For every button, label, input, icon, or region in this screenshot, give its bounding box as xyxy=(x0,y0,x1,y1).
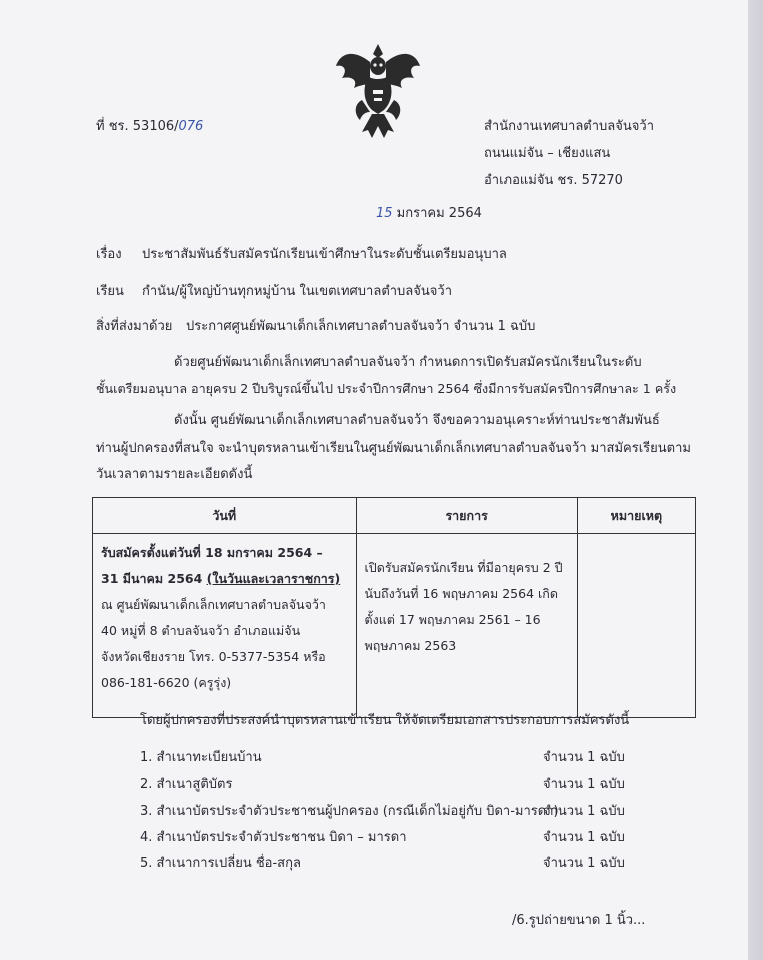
document-quantity: จำนวน 1 ฉบับ xyxy=(543,856,625,871)
item-cell-line-4: พฤษภาคม 2563 xyxy=(364,638,457,653)
subject-text: ประชาสัมพันธ์รับสมัครนักเรียนเข้าศึกษาในระดับชั้นเตรียมอนุบาล xyxy=(142,247,507,262)
document-quantity: จำนวน 1 ฉบับ xyxy=(543,750,625,765)
date-cell-office-hours: (ในวันและเวลาราชการ) xyxy=(206,571,341,586)
document-item xyxy=(140,852,640,870)
document-quantity: จำนวน 1 ฉบับ xyxy=(543,830,625,845)
paragraph-2-line-3: วันเวลาตามรายละเอียดดังนี้ xyxy=(96,467,253,482)
document-label: 5. สำเนาการเปลี่ยน ชื่อ-สกุล xyxy=(140,856,301,871)
document-label: 1. สำเนาทะเบียนบ้าน xyxy=(140,750,262,765)
documents-intro: โดยผู้ปกครองที่ประสงค์นำบุตรหลานเข้าเรียน ให้จัดเตรียมเอกสารประกอบการสมัครดังนี้ xyxy=(140,713,630,728)
document-label: 3. สำเนาบัตรประจำตัวประชาชนผู้ปกครอง (กรณีเด็กไม่อยู่กับ บิดา-มารดา) xyxy=(140,804,559,819)
item-cell-line-2: นับถึงวันที่ 16 พฤษภาคม 2564 เกิด xyxy=(364,586,558,601)
date-cell-end-date: 31 มีนาคม 2564 xyxy=(101,571,207,586)
page-edge-shadow xyxy=(748,0,763,960)
schedule-header-row xyxy=(93,498,696,534)
to-text: กำนัน/ผู้ใหญ่บ้านทุกหมู่บ้าน ในเขตเทศบาลตำบลจันจว้า xyxy=(142,284,452,299)
date-cell-line-6: 086-181-6620 (ครูรุ่ง) xyxy=(101,675,232,690)
subject-label: เรื่อง xyxy=(96,247,122,262)
schedule-date-cell xyxy=(93,534,357,718)
reference-handwritten-number: 076 xyxy=(178,119,204,134)
sender-line-1: สำนักงานเทศบาลตำบลจันจว้า xyxy=(484,119,654,134)
document-item xyxy=(140,746,640,764)
schedule-item-cell xyxy=(356,534,577,718)
continued-note: /6.รูปถ่ายขนาด 1 นิ้ว... xyxy=(512,913,646,928)
document-quantity: จำนวน 1 ฉบับ xyxy=(543,777,625,792)
letter-date xyxy=(376,205,482,223)
date-day-handwritten: 15 xyxy=(376,206,393,221)
header-date: วันที่ xyxy=(93,498,357,534)
paragraph-1-line-2: ชั้นเตรียมอนุบาล อายุครบ 2 ปีบริบูรณ์ขึ้นไป ประจำปีการศึกษา 2564 ซึ่งมีการรับสมัครปีการศึกษาละ 1 ครั้ง xyxy=(96,381,677,396)
document-label: 2. สำเนาสูติบัตร xyxy=(140,777,233,792)
date-cell-line-4: 40 หมู่ที่ 8 ตำบลจันจว้า อำเภอแม่จัน xyxy=(101,623,301,638)
date-month-year: มกราคม 2564 xyxy=(392,206,482,221)
paragraph-1-line-1: ด้วยศูนย์พัฒนาเด็กเล็กเทศบาลตำบลจันจว้า กำหนดการเปิดรับสมัครนักเรียนในระดับ xyxy=(174,355,642,370)
date-cell-line-3: ณ ศูนย์พัฒนาเด็กเล็กเทศบาลตำบลจันจว้า xyxy=(101,597,326,612)
header-note: หมายเหตุ xyxy=(577,498,695,534)
enclosure-text: ประกาศศูนย์พัฒนาเด็กเล็กเทศบาลตำบลจันจว้า จำนวน 1 ฉบับ xyxy=(186,319,536,334)
paragraph-2-line-2: ท่านผู้ปกครองที่สนใจ จะนำบุตรหลานเข้าเรียนในศูนย์พัฒนาเด็กเล็กเทศบาลตำบลจันจว้า มาสมัครเรียนตาม xyxy=(96,441,691,456)
document-quantity: จำนวน 1 ฉบับ xyxy=(543,804,625,819)
item-cell-line-3: ตั้งแต่ 17 พฤษภาคม 2561 – 16 xyxy=(364,612,541,627)
header-item: รายการ xyxy=(356,498,577,534)
document-label: 4. สำเนาบัตรประจำตัวประชาชน บิดา – มารดา xyxy=(140,830,407,845)
item-cell-line-1: เปิดรับสมัครนักเรียน ที่มีอายุครบ 2 ปี xyxy=(364,560,563,575)
date-cell-line-1: รับสมัครตั้งแต่วันที่ 18 มกราคม 2564 – xyxy=(101,545,323,560)
reference-number xyxy=(96,118,203,136)
document-item xyxy=(140,773,640,791)
paragraph-2-line-1: ดังนั้น ศูนย์พัฒนาเด็กเล็กเทศบาลตำบลจันจว้า จึงขอความอนุเคราะห์ท่านประชาสัมพันธ์ xyxy=(174,413,660,428)
schedule-table xyxy=(92,497,696,718)
document-item xyxy=(140,800,640,818)
enclosure-label: สิ่งที่ส่งมาด้วย xyxy=(96,319,173,334)
sender-line-2: ถนนแม่จัน – เชียงแสน xyxy=(484,146,611,161)
garuda-emblem-icon xyxy=(332,40,424,144)
reference-prefix: ที่ ชร. 53106/ xyxy=(96,119,179,134)
to-label: เรียน xyxy=(96,284,124,299)
document-item xyxy=(140,826,640,844)
date-cell-line-5: จังหวัดเชียงราย โทร. 0-5377-5354 หรือ xyxy=(101,649,326,664)
schedule-row xyxy=(93,534,696,718)
date-cell-line-2 xyxy=(101,566,348,592)
schedule-note-cell xyxy=(577,534,695,718)
sender-line-3: อำเภอแม่จัน ชร. 57270 xyxy=(484,173,623,188)
